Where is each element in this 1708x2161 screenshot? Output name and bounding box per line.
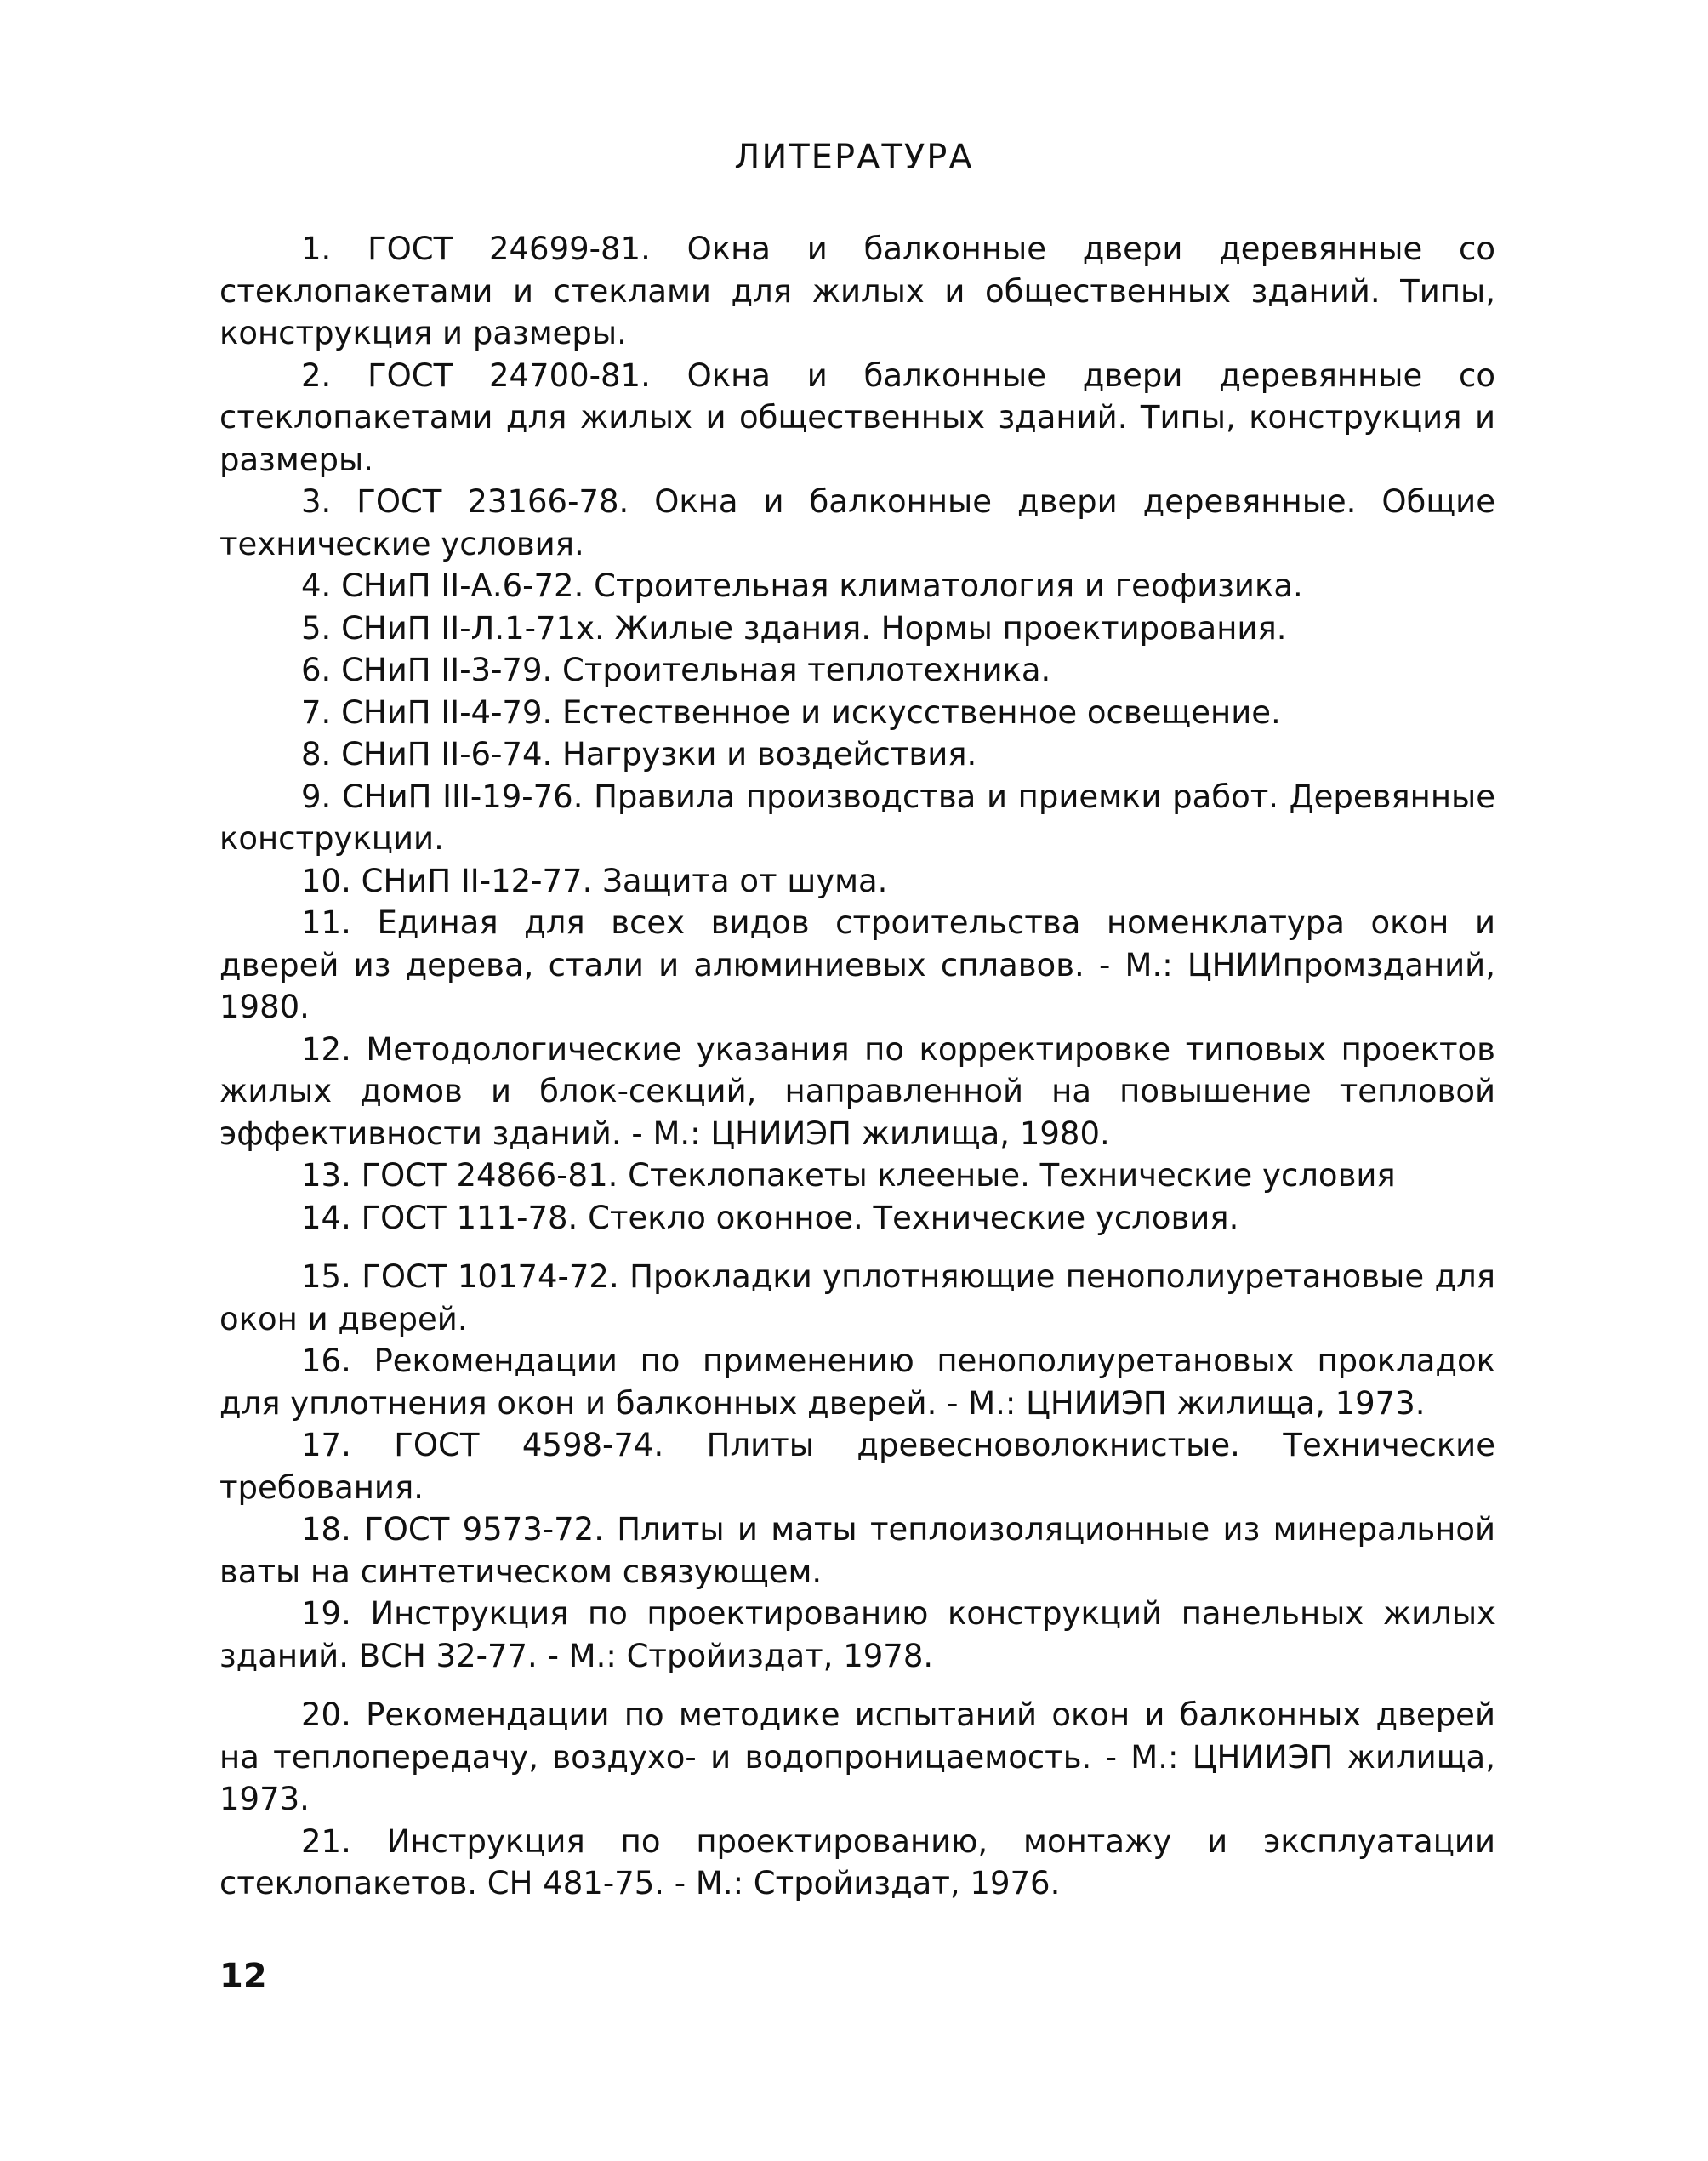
- reference-number: 9.: [301, 778, 332, 815]
- reference-item-2: [219, 355, 1495, 482]
- reference-text: ГОСТ 24700-81. Окна и балконные двери деревянные со стеклопакетами для жилых и общественных зданий. Типы, конструкция и размеры.: [219, 356, 1495, 478]
- reference-item-18: [219, 1508, 1495, 1593]
- reference-number: 14.: [301, 1199, 351, 1236]
- reference-item-19: [219, 1593, 1495, 1677]
- reference-number: 4.: [301, 567, 332, 604]
- reference-item-8: [219, 733, 1495, 776]
- reference-number: 12.: [301, 1030, 351, 1068]
- reference-text: Единая для всех видов строительства номенклатура окон и дверей из дерева, стали и алюминиевых сплавов. - М.: ЦНИИпромзданий, 1980.: [219, 904, 1495, 1025]
- reference-text: СНиП II-12-77. Защита от шума.: [361, 862, 888, 899]
- page-number: 12: [219, 1957, 267, 1996]
- reference-text: СНиП III-19-76. Правила производства и приемки работ. Деревянные конструкции.: [219, 778, 1495, 857]
- reference-number: 15.: [301, 1258, 351, 1295]
- reference-item-15: [219, 1256, 1495, 1340]
- reference-item-4: [219, 565, 1495, 607]
- reference-number: 2.: [301, 356, 332, 394]
- reference-text: Инструкция по проектированию, монтажу и эксплуатации стеклопакетов. СН 481-75. - М.: Стройиздат, 1976.: [219, 1822, 1495, 1902]
- reference-text: Рекомендации по методике испытаний окон и балконных дверей на теплопередачу, воздухо- и водопроницаемость. - М.: ЦНИИЭП жилища, 1973.: [219, 1696, 1495, 1817]
- reference-item-21: [219, 1821, 1495, 1905]
- reference-text: СНиП II-3-79. Строительная теплотехника.: [341, 652, 1051, 688]
- reference-text: ГОСТ 4598-74. Плиты древесноволокнистые. Технические требования.: [219, 1427, 1495, 1506]
- reference-item-3: [219, 481, 1495, 565]
- reference-number: 21.: [301, 1822, 351, 1860]
- reference-item-17: [219, 1424, 1495, 1508]
- reference-number: 8.: [301, 736, 332, 773]
- reference-item-9: [219, 776, 1495, 860]
- page-title: ЛИТЕРАТУРА: [734, 138, 974, 177]
- reference-item-1: [219, 228, 1495, 355]
- reference-item-11: [219, 902, 1495, 1029]
- reference-item-16: [219, 1340, 1495, 1424]
- reference-item-13: [219, 1155, 1495, 1197]
- reference-item-6: [219, 649, 1495, 692]
- reference-number: 20.: [301, 1696, 351, 1733]
- reference-text: ГОСТ 23166-78. Окна и балконные двери деревянные. Общие технические условия.: [219, 483, 1495, 562]
- reference-text: Рекомендации по применению пенополиуретановых прокладок для уплотнения окон и балконных дверей. - М.: ЦНИИЭП жилища, 1973.: [219, 1343, 1495, 1422]
- reference-text: ГОСТ 24866-81. Стеклопакеты клееные. Технические условия: [361, 1157, 1396, 1194]
- reference-number: 10.: [301, 862, 351, 899]
- reference-item-10: [219, 860, 1495, 903]
- reference-text: СНиП II-А.6-72. Строительная климатология и геофизика.: [341, 567, 1303, 604]
- reference-number: 11.: [301, 904, 351, 941]
- reference-text: ГОСТ 9573-72. Плиты и маты теплоизоляционные из минеральной ваты на синтетическом связующем.: [219, 1511, 1495, 1590]
- reference-item-5: [219, 607, 1495, 650]
- reference-number: 17.: [301, 1427, 351, 1463]
- reference-number: 18.: [301, 1511, 351, 1548]
- reference-number: 6.: [301, 652, 332, 688]
- reference-text: СНиП II-4-79. Естественное и искусственное освещение.: [341, 693, 1281, 731]
- reference-item-7: [219, 692, 1495, 734]
- reference-number: 16.: [301, 1343, 351, 1379]
- reference-number: 1.: [301, 231, 332, 267]
- reference-item-14: [219, 1197, 1495, 1240]
- reference-number: 19.: [301, 1595, 351, 1632]
- reference-number: 5.: [301, 609, 332, 647]
- reference-number: 3.: [301, 483, 332, 520]
- reference-list: [219, 228, 1495, 1905]
- reference-item-12: [219, 1029, 1495, 1155]
- reference-text: СНиП II-Л.1-71х. Жилые здания. Нормы проектирования.: [341, 609, 1287, 647]
- reference-number: 13.: [301, 1157, 351, 1194]
- reference-text: Методологические указания по корректировке типовых проектов жилых домов и блок-секций, направленной на повышение тепловой эффективности зданий. - М.: ЦНИИЭП жилища, 1980.: [219, 1030, 1495, 1152]
- reference-text: СНиП II-6-74. Нагрузки и воздействия.: [341, 736, 977, 773]
- reference-number: 7.: [301, 693, 332, 731]
- reference-text: Инструкция по проектированию конструкций панельных жилых зданий. ВСН 32-77. - М.: Стройиздат, 1978.: [219, 1595, 1495, 1674]
- reference-text: ГОСТ 10174-72. Прокладки уплотняющие пенополиуретановые для окон и дверей.: [219, 1258, 1495, 1337]
- reference-text: ГОСТ 111-78. Стекло оконное. Технические условия.: [361, 1199, 1239, 1236]
- reference-item-20: [219, 1694, 1495, 1821]
- reference-text: ГОСТ 24699-81. Окна и балконные двери деревянные со стеклопакетами и стеклами для жилых и общественных зданий. Типы, конструкция и размеры.: [219, 231, 1495, 351]
